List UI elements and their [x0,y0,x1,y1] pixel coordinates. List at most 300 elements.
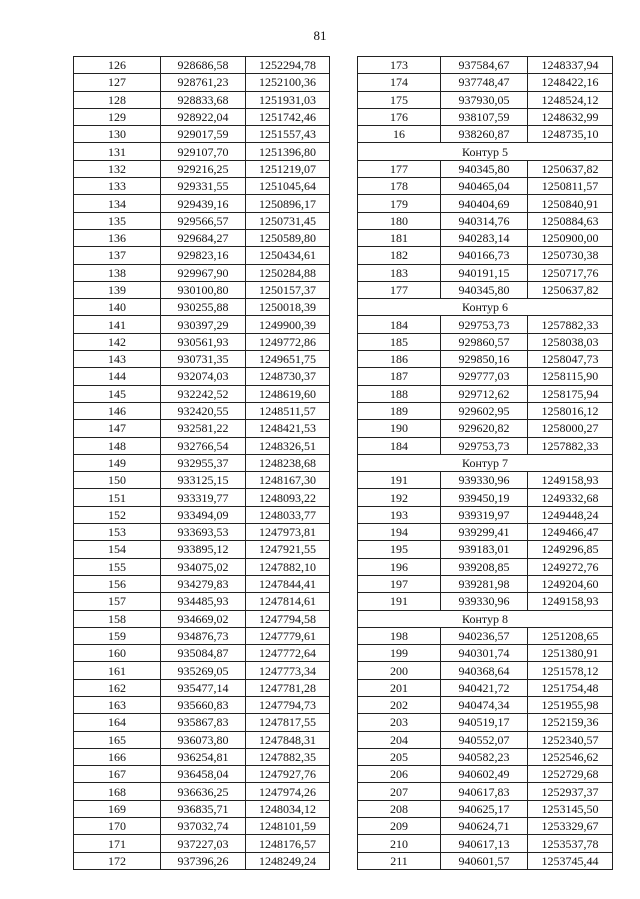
y-coordinate-cell: 1247814,61 [246,593,330,610]
y-coordinate-cell: 1248735,10 [528,126,613,143]
y-coordinate-cell: 1249448,24 [528,506,613,523]
point-number-cell: 140 [74,299,161,316]
x-coordinate-cell: 930100,80 [161,281,246,298]
point-number-cell: 198 [358,627,441,644]
y-coordinate-cell: 1248249,24 [246,852,330,869]
point-number-cell: 132 [74,160,161,177]
page-number: 81 [313,28,327,43]
point-number-cell: 134 [74,195,161,212]
point-number-cell: 152 [74,506,161,523]
table-row [74,472,330,489]
y-coordinate-cell: 1251219,07 [246,160,330,177]
table-row [74,402,330,419]
x-coordinate-cell: 929620,82 [441,420,528,437]
x-coordinate-cell: 940465,04 [441,178,528,195]
y-coordinate-cell: 1247779,61 [246,627,330,644]
y-coordinate-cell: 1247781,28 [246,679,330,696]
point-number-cell: 210 [358,835,441,852]
x-coordinate-cell: 929684,27 [161,229,246,246]
y-coordinate-cell: 1251557,43 [246,126,330,143]
point-number-cell: 158 [74,610,161,627]
table-row [74,593,330,610]
table-row [358,645,613,662]
point-number-cell: 205 [358,748,441,765]
point-number-cell: 136 [74,229,161,246]
y-coordinate-cell: 1248421,53 [246,420,330,437]
table-row [358,662,613,679]
table-row [358,385,613,402]
y-coordinate-cell: 1248511,57 [246,402,330,419]
x-coordinate-cell: 933693,53 [161,524,246,541]
y-coordinate-cell: 1251931,03 [246,91,330,108]
table-row [74,818,330,835]
y-coordinate-cell: 1252100,36 [246,74,330,91]
point-number-cell: 161 [74,662,161,679]
point-number-cell: 207 [358,783,441,800]
x-coordinate-cell: 929602,95 [441,402,528,419]
y-coordinate-cell: 1250811,57 [528,178,613,195]
y-coordinate-cell: 1247974,26 [246,783,330,800]
y-coordinate-cell: 1248101,59 [246,818,330,835]
x-coordinate-cell: 940404,69 [441,195,528,212]
table-row [74,714,330,731]
y-coordinate-cell: 1247921,55 [246,541,330,558]
point-number-cell: 202 [358,696,441,713]
x-coordinate-cell: 935084,87 [161,645,246,662]
x-coordinate-cell: 936636,25 [161,783,246,800]
x-coordinate-cell: 940301,74 [441,645,528,662]
y-coordinate-cell: 1250018,39 [246,299,330,316]
point-number-cell: 184 [358,437,441,454]
x-coordinate-cell: 940617,83 [441,783,528,800]
x-coordinate-cell: 928833,68 [161,91,246,108]
x-coordinate-cell: 940474,34 [441,696,528,713]
x-coordinate-cell: 940624,71 [441,818,528,835]
table-row [74,731,330,748]
x-coordinate-cell: 932766,54 [161,437,246,454]
x-coordinate-cell: 929216,25 [161,160,246,177]
y-coordinate-cell: 1248337,94 [528,57,613,74]
table-row [358,731,613,748]
y-coordinate-cell: 1250637,82 [528,281,613,298]
point-number-cell: 201 [358,679,441,696]
table-row [74,333,330,350]
y-coordinate-cell: 1251208,65 [528,627,613,644]
y-coordinate-cell: 1247817,55 [246,714,330,731]
table-row [358,195,613,212]
y-coordinate-cell: 1258047,73 [528,351,613,368]
table-row [358,506,613,523]
table-row [358,437,613,454]
y-coordinate-cell: 1250284,88 [246,264,330,281]
x-coordinate-cell: 936835,71 [161,800,246,817]
x-coordinate-cell: 939183,01 [441,541,528,558]
x-coordinate-cell: 937032,74 [161,818,246,835]
x-coordinate-cell: 934669,02 [161,610,246,627]
table-row [74,385,330,402]
x-coordinate-cell: 940601,57 [441,852,528,869]
table-row [358,852,613,869]
y-coordinate-cell: 1247882,35 [246,748,330,765]
y-coordinate-cell: 1252937,37 [528,783,613,800]
x-coordinate-cell: 930397,29 [161,316,246,333]
y-coordinate-cell: 1248238,68 [246,454,330,471]
table-row [74,299,330,316]
point-number-cell: 176 [358,108,441,125]
x-coordinate-cell: 940602,49 [441,766,528,783]
point-number-cell: 188 [358,385,441,402]
point-number-cell: 147 [74,420,161,437]
x-coordinate-cell: 932955,37 [161,454,246,471]
table-row [358,627,613,644]
point-number-cell: 193 [358,506,441,523]
table-row [74,316,330,333]
x-coordinate-cell: 929331,55 [161,178,246,195]
point-number-cell: 16 [358,126,441,143]
y-coordinate-cell: 1253745,44 [528,852,613,869]
point-number-cell: 154 [74,541,161,558]
point-number-cell: 128 [74,91,161,108]
x-coordinate-cell: 934279,83 [161,575,246,592]
point-number-cell: 133 [74,178,161,195]
x-coordinate-cell: 935477,14 [161,679,246,696]
x-coordinate-cell: 928922,04 [161,108,246,125]
x-coordinate-cell: 934485,93 [161,593,246,610]
y-coordinate-cell: 1248034,12 [246,800,330,817]
table-row [74,91,330,108]
table-row [358,679,613,696]
x-coordinate-cell: 937748,47 [441,74,528,91]
y-coordinate-cell: 1251396,80 [246,143,330,160]
point-number-cell: 129 [74,108,161,125]
point-number-cell: 170 [74,818,161,835]
table-row [74,627,330,644]
y-coordinate-cell: 1247927,76 [246,766,330,783]
coordinates-table-right [357,56,613,870]
x-coordinate-cell: 929823,16 [161,247,246,264]
x-coordinate-cell: 929860,57 [441,333,528,350]
point-number-cell: 187 [358,368,441,385]
table-row [358,91,613,108]
point-number-cell: 141 [74,316,161,333]
x-coordinate-cell: 939208,85 [441,558,528,575]
y-coordinate-cell: 1251955,98 [528,696,613,713]
table-row [358,160,613,177]
y-coordinate-cell: 1247848,31 [246,731,330,748]
table-row [74,835,330,852]
y-coordinate-cell: 1253329,67 [528,818,613,835]
point-number-cell: 146 [74,402,161,419]
x-coordinate-cell: 936073,80 [161,731,246,748]
table-row [74,783,330,800]
point-number-cell: 197 [358,575,441,592]
point-number-cell: 189 [358,402,441,419]
contour-header-cell: Контур 6 [358,299,613,316]
table-row [358,593,613,610]
y-coordinate-cell: 1253537,78 [528,835,613,852]
x-coordinate-cell: 928686,58 [161,57,246,74]
y-coordinate-cell: 1248093,22 [246,489,330,506]
table-row [74,766,330,783]
x-coordinate-cell: 938260,87 [441,126,528,143]
table-row [74,229,330,246]
x-coordinate-cell: 937584,67 [441,57,528,74]
table-row [74,645,330,662]
table-row [358,766,613,783]
table-row [358,558,613,575]
table-row [74,748,330,765]
point-number-cell: 169 [74,800,161,817]
point-number-cell: 194 [358,524,441,541]
x-coordinate-cell: 929753,73 [441,316,528,333]
x-coordinate-cell: 940368,64 [441,662,528,679]
point-number-cell: 178 [358,178,441,195]
y-coordinate-cell: 1249466,47 [528,524,613,541]
table-row [74,143,330,160]
table-row [74,558,330,575]
y-coordinate-cell: 1247882,10 [246,558,330,575]
table-row [74,852,330,869]
table-row [74,281,330,298]
x-coordinate-cell: 937227,03 [161,835,246,852]
table-row [358,264,613,281]
y-coordinate-cell: 1247844,41 [246,575,330,592]
x-coordinate-cell: 930561,93 [161,333,246,350]
table-row [74,74,330,91]
y-coordinate-cell: 1258016,12 [528,402,613,419]
point-number-cell: 206 [358,766,441,783]
contour-header-cell: Контур 7 [358,454,613,471]
x-coordinate-cell: 930255,88 [161,299,246,316]
point-number-cell: 130 [74,126,161,143]
point-number-cell: 149 [74,454,161,471]
point-number-cell: 142 [74,333,161,350]
coordinates-table-left [73,56,330,870]
table-row [74,108,330,125]
table-row [74,264,330,281]
point-number-cell: 175 [358,91,441,108]
x-coordinate-cell: 929712,62 [441,385,528,402]
table-row [358,800,613,817]
table-row [358,74,613,91]
contour-header-row [358,299,613,316]
y-coordinate-cell: 1252340,57 [528,731,613,748]
point-number-cell: 199 [358,645,441,662]
point-number-cell: 126 [74,57,161,74]
point-number-cell: 183 [358,264,441,281]
x-coordinate-cell: 934876,73 [161,627,246,644]
y-coordinate-cell: 1248524,12 [528,91,613,108]
point-number-cell: 191 [358,593,441,610]
x-coordinate-cell: 932420,55 [161,402,246,419]
x-coordinate-cell: 939299,41 [441,524,528,541]
table-row [358,783,613,800]
x-coordinate-cell: 928761,23 [161,74,246,91]
point-number-cell: 172 [74,852,161,869]
contour-header-row [358,143,613,160]
x-coordinate-cell: 940283,14 [441,229,528,246]
x-coordinate-cell: 940236,57 [441,627,528,644]
contour-header-cell: Контур 5 [358,143,613,160]
x-coordinate-cell: 935660,83 [161,696,246,713]
point-number-cell: 181 [358,229,441,246]
point-number-cell: 131 [74,143,161,160]
x-coordinate-cell: 929850,16 [441,351,528,368]
point-number-cell: 135 [74,212,161,229]
y-coordinate-cell: 1250840,91 [528,195,613,212]
x-coordinate-cell: 929439,16 [161,195,246,212]
table-row [74,247,330,264]
x-coordinate-cell: 932242,52 [161,385,246,402]
point-number-cell: 209 [358,818,441,835]
x-coordinate-cell: 929017,59 [161,126,246,143]
table-row [358,316,613,333]
table-row [358,541,613,558]
y-coordinate-cell: 1251380,91 [528,645,613,662]
table-row [74,800,330,817]
table-row [358,696,613,713]
point-number-cell: 192 [358,489,441,506]
x-coordinate-cell: 940345,80 [441,160,528,177]
y-coordinate-cell: 1250717,76 [528,264,613,281]
x-coordinate-cell: 935269,05 [161,662,246,679]
y-coordinate-cell: 1248632,99 [528,108,613,125]
y-coordinate-cell: 1249332,68 [528,489,613,506]
point-number-cell: 166 [74,748,161,765]
point-number-cell: 185 [358,333,441,350]
point-number-cell: 153 [74,524,161,541]
x-coordinate-cell: 936458,04 [161,766,246,783]
point-number-cell: 186 [358,351,441,368]
x-coordinate-cell: 940191,15 [441,264,528,281]
contour-header-cell: Контур 8 [358,610,613,627]
table-row [74,506,330,523]
table-row [358,229,613,246]
x-coordinate-cell: 938107,59 [441,108,528,125]
x-coordinate-cell: 933494,09 [161,506,246,523]
point-number-cell: 139 [74,281,161,298]
point-number-cell: 167 [74,766,161,783]
y-coordinate-cell: 1249204,60 [528,575,613,592]
table-row [74,195,330,212]
x-coordinate-cell: 939450,19 [441,489,528,506]
point-number-cell: 157 [74,593,161,610]
table-row [74,662,330,679]
y-coordinate-cell: 1252159,36 [528,714,613,731]
x-coordinate-cell: 940421,72 [441,679,528,696]
point-number-cell: 160 [74,645,161,662]
x-coordinate-cell: 940625,17 [441,800,528,817]
contour-header-row [358,610,613,627]
y-coordinate-cell: 1248176,57 [246,835,330,852]
y-coordinate-cell: 1249651,75 [246,351,330,368]
x-coordinate-cell: 932581,22 [161,420,246,437]
table-row [358,420,613,437]
table-row [74,575,330,592]
point-number-cell: 151 [74,489,161,506]
x-coordinate-cell: 940345,80 [441,281,528,298]
y-coordinate-cell: 1253145,50 [528,800,613,817]
y-coordinate-cell: 1250900,00 [528,229,613,246]
point-number-cell: 211 [358,852,441,869]
x-coordinate-cell: 940617,13 [441,835,528,852]
point-number-cell: 150 [74,472,161,489]
x-coordinate-cell: 936254,81 [161,748,246,765]
table-row [74,368,330,385]
table-row [74,696,330,713]
point-number-cell: 138 [74,264,161,281]
y-coordinate-cell: 1249296,85 [528,541,613,558]
y-coordinate-cell: 1248730,37 [246,368,330,385]
x-coordinate-cell: 929753,73 [441,437,528,454]
point-number-cell: 177 [358,160,441,177]
table-row [74,489,330,506]
y-coordinate-cell: 1257882,33 [528,437,613,454]
table-row [74,524,330,541]
table-row [358,748,613,765]
table-row [358,714,613,731]
point-number-cell: 200 [358,662,441,679]
y-coordinate-cell: 1250730,38 [528,247,613,264]
y-coordinate-cell: 1251578,12 [528,662,613,679]
y-coordinate-cell: 1250731,45 [246,212,330,229]
x-coordinate-cell: 929107,70 [161,143,246,160]
x-coordinate-cell: 940552,07 [441,731,528,748]
point-number-cell: 164 [74,714,161,731]
x-coordinate-cell: 933895,12 [161,541,246,558]
x-coordinate-cell: 940166,73 [441,247,528,264]
point-number-cell: 148 [74,437,161,454]
y-coordinate-cell: 1250884,63 [528,212,613,229]
y-coordinate-cell: 1249272,76 [528,558,613,575]
y-coordinate-cell: 1257882,33 [528,316,613,333]
point-number-cell: 159 [74,627,161,644]
x-coordinate-cell: 937930,05 [441,91,528,108]
x-coordinate-cell: 939330,96 [441,472,528,489]
table-row [358,57,613,74]
y-coordinate-cell: 1250896,17 [246,195,330,212]
x-coordinate-cell: 933319,77 [161,489,246,506]
table-row [74,420,330,437]
point-number-cell: 208 [358,800,441,817]
y-coordinate-cell: 1258000,27 [528,420,613,437]
x-coordinate-cell: 939281,98 [441,575,528,592]
y-coordinate-cell: 1249158,93 [528,472,613,489]
table-row [358,247,613,264]
point-number-cell: 196 [358,558,441,575]
x-coordinate-cell: 937396,26 [161,852,246,869]
y-coordinate-cell: 1251754,48 [528,679,613,696]
y-coordinate-cell: 1250434,61 [246,247,330,264]
table-row [358,126,613,143]
table-row [74,610,330,627]
y-coordinate-cell: 1247794,73 [246,696,330,713]
table-row [74,178,330,195]
x-coordinate-cell: 929566,57 [161,212,246,229]
y-coordinate-cell: 1249158,93 [528,593,613,610]
table-row [74,212,330,229]
point-number-cell: 144 [74,368,161,385]
table-row [358,108,613,125]
x-coordinate-cell: 939330,96 [441,593,528,610]
point-number-cell: 182 [358,247,441,264]
y-coordinate-cell: 1248326,51 [246,437,330,454]
table-row [358,281,613,298]
x-coordinate-cell: 932074,03 [161,368,246,385]
table-row [358,402,613,419]
point-number-cell: 191 [358,472,441,489]
point-number-cell: 143 [74,351,161,368]
